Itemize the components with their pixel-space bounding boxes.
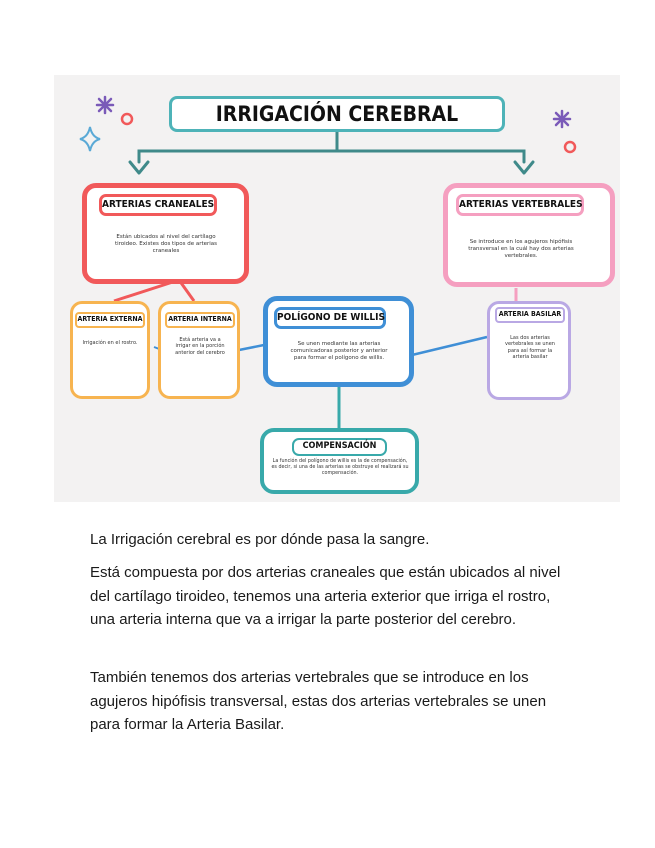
arteria-basilar-description: Las dos arterias vertebrales se unen para así formar la arteria basilar [505, 335, 555, 360]
poligono-willis-label: POLÍGONO DE WILLIS [274, 307, 386, 329]
arterias-craneales-description: Están ubicados al nivel del cartílago tiroideo. Existes dos tipos de arterias craneales [114, 234, 218, 254]
compensacion-label: COMPENSACIÓN [292, 438, 387, 456]
compensacion-description: La función del polígono de willis es la de compensación, es decir, si una de las arterias se obstruye el realizará su compensación. [271, 459, 409, 476]
paragraph-1: La Irrigación cerebral es por dónde pasa la sangre. [90, 531, 430, 548]
arteria-interna-label: ARTERIA INTERNA [165, 312, 235, 328]
paragraph-2: Está compuesta por dos arterias craneales que están ubicados al nivel del cartílago tiroideo, tenemos una arteria exterior que irriga el rostro, una arteria interna que va a irrigar la parte posterior del cerebro. [90, 564, 561, 628]
diagram-title: IRRIGACIÓN CEREBRAL [169, 96, 505, 132]
arteria-externa-label: ARTERIA EXTERNA [75, 312, 145, 328]
star-icon [97, 97, 113, 113]
arterias-craneales-label: ARTERIAS CRANEALES [99, 194, 217, 216]
poligono-willis-description: Se unen mediante las arterias comunicadoras posterior y anterior para formar el polígono de willis. [290, 341, 388, 361]
circle-icon [565, 142, 575, 152]
arteria-basilar-label: ARTERIA BASILAR [495, 307, 565, 323]
circle-icon [122, 114, 132, 124]
arterias-vertebrales-label: ARTERIAS VERTEBRALES [456, 194, 584, 216]
sparkle-icon [80, 127, 100, 151]
arteria-interna-description: Está arteria va a irrigar en la porción anterior del cerebro [175, 337, 225, 356]
star-icon [554, 111, 570, 127]
paragraph-3: También tenemos dos arterias vertebrales que se introduce en los agujeros hipófisis transversal, estas dos arterias vertebrales se unen para formar la Arteria Basilar. [90, 669, 547, 733]
arterias-vertebrales-description: Se introduce en los agujeros hipófisis transversal en la cuál hay dos arterias vertebrales. [468, 239, 574, 259]
arteria-externa-description: Irrigación en el rostro. [82, 340, 138, 346]
concept-map [54, 75, 620, 502]
